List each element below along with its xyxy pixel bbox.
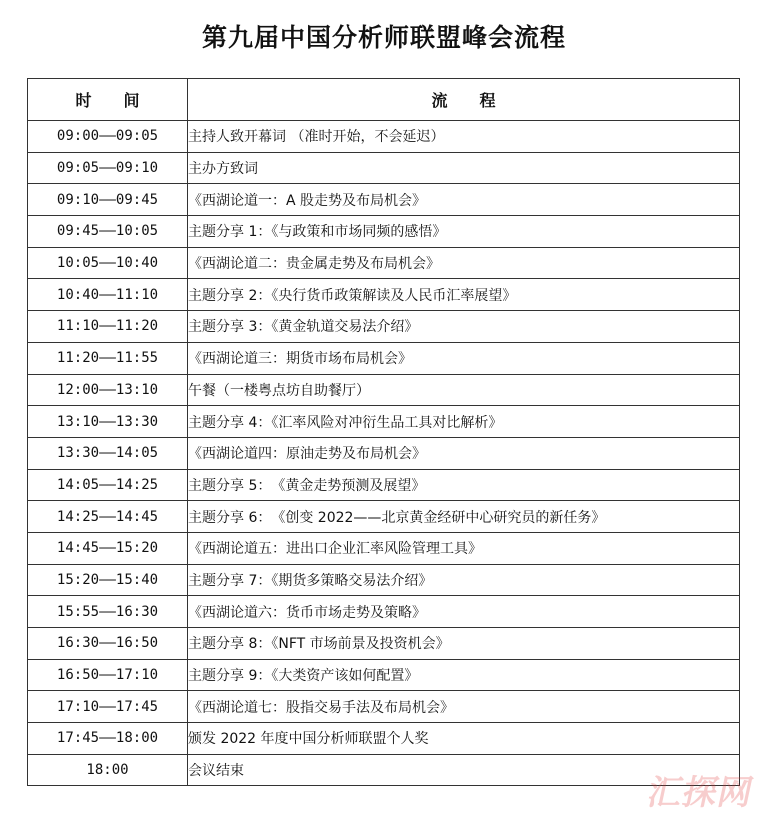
time-cell: 10:05——10:40: [28, 247, 188, 279]
program-cell: 《西湖论道一：A 股走势及布局机会》: [188, 184, 740, 216]
table-row: [28, 723, 740, 755]
time-column-header: 时 间: [28, 79, 188, 121]
time-cell: 10:40——11:10: [28, 279, 188, 311]
time-cell: 13:10——13:30: [28, 406, 188, 438]
time-cell: 14:45——15:20: [28, 532, 188, 564]
time-cell: 09:00——09:05: [28, 121, 188, 153]
time-cell: 11:20——11:55: [28, 342, 188, 374]
time-cell: 18:00: [28, 754, 188, 786]
watermark-logo: 汇探网: [644, 773, 758, 813]
program-cell: 《西湖论道四：原油走势及布局机会》: [188, 437, 740, 469]
program-cell: 《西湖论道三：期货市场布局机会》: [188, 342, 740, 374]
table-row: [28, 311, 740, 343]
program-cell: 《西湖论道二：贵金属走势及布局机会》: [188, 247, 740, 279]
time-cell: 09:05——09:10: [28, 152, 188, 184]
table-row: [28, 596, 740, 628]
schedule-table: [27, 78, 740, 786]
table-row: [28, 152, 740, 184]
program-cell: 《西湖论道七：股指交易手法及布局机会》: [188, 691, 740, 723]
time-cell: 16:30——16:50: [28, 628, 188, 660]
time-cell: 09:45——10:05: [28, 216, 188, 248]
time-cell: 15:20——15:40: [28, 564, 188, 596]
program-cell: 颁发 2022 年度中国分析师联盟个人奖: [188, 723, 740, 755]
program-cell: 主题分享 2：《央行货币政策解读及人民币汇率展望》: [188, 279, 740, 311]
program-cell: 主题分享 3：《黄金轨道交易法介绍》: [188, 311, 740, 343]
program-column-header: 流 程: [188, 79, 740, 121]
program-cell: 主题分享 9：《大类资产该如何配置》: [188, 659, 740, 691]
table-row: [28, 121, 740, 153]
time-cell: 17:45——18:00: [28, 723, 188, 755]
time-cell: 14:05——14:25: [28, 469, 188, 501]
time-cell: 17:10——17:45: [28, 691, 188, 723]
program-cell: 主办方致词: [188, 152, 740, 184]
table-row: [28, 469, 740, 501]
time-cell: 12:00——13:10: [28, 374, 188, 406]
program-cell: 主题分享 7：《期货多策略交易法介绍》: [188, 564, 740, 596]
program-cell: 会议结束: [188, 754, 740, 786]
program-cell: 主题分享 4：《汇率风险对冲衍生品工具对比解析》: [188, 406, 740, 438]
table-row: [28, 247, 740, 279]
table-row: [28, 374, 740, 406]
table-row: [28, 406, 740, 438]
table-row: [28, 184, 740, 216]
program-cell: 主题分享 5： 《黄金走势预测及展望》: [188, 469, 740, 501]
table-row: [28, 279, 740, 311]
program-cell: 《西湖论道五：进出口企业汇率风险管理工具》: [188, 532, 740, 564]
table-row: [28, 628, 740, 660]
table-row: [28, 216, 740, 248]
table-row: [28, 659, 740, 691]
program-cell: 主题分享 1：《与政策和市场同频的感悟》: [188, 216, 740, 248]
table-row: [28, 754, 740, 786]
time-cell: 15:55——16:30: [28, 596, 188, 628]
program-cell: 主题分享 6： 《创变 2022——北京黄金经研中心研究员的新任务》: [188, 501, 740, 533]
time-cell: 13:30——14:05: [28, 437, 188, 469]
time-cell: 16:50——17:10: [28, 659, 188, 691]
program-cell: 午餐（一楼粤点坊自助餐厅）: [188, 374, 740, 406]
time-cell: 11:10——11:20: [28, 311, 188, 343]
table-row: [28, 501, 740, 533]
table-row: [28, 564, 740, 596]
header-row: [28, 79, 740, 121]
table-row: [28, 437, 740, 469]
program-cell: 《西湖论道六：货币市场走势及策略》: [188, 596, 740, 628]
table-row: [28, 532, 740, 564]
table-row: [28, 691, 740, 723]
program-cell: 主持人致开幕词 （准时开始，不会延迟）: [188, 121, 740, 153]
page-title: 第九届中国分析师联盟峰会流程: [201, 23, 566, 52]
table-row: [28, 342, 740, 374]
program-cell: 主题分享 8：《NFT 市场前景及投资机会》: [188, 628, 740, 660]
time-cell: 14:25——14:45: [28, 501, 188, 533]
time-cell: 09:10——09:45: [28, 184, 188, 216]
